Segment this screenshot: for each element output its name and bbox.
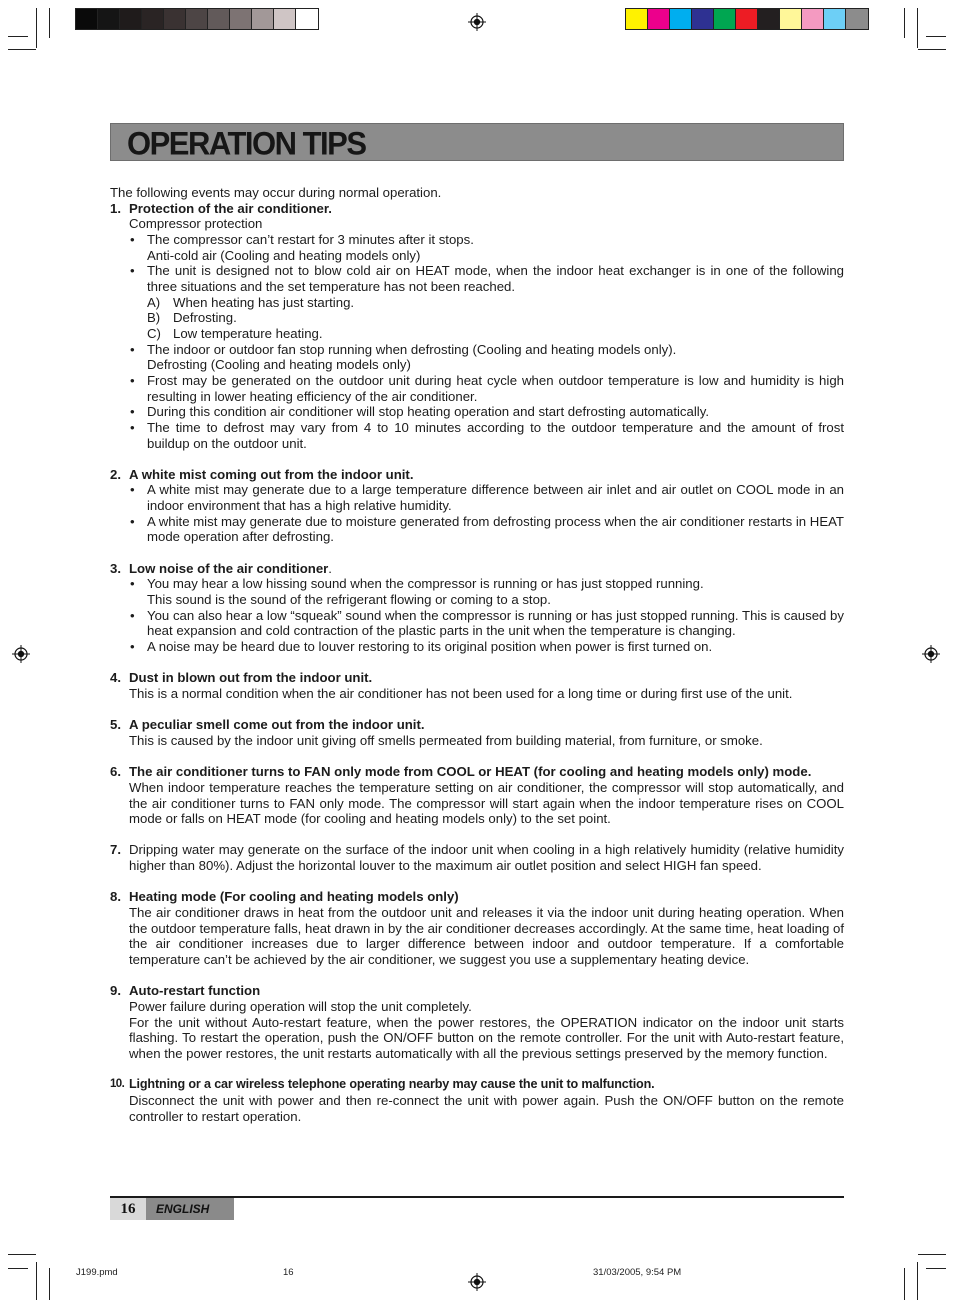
color-swatch bbox=[98, 9, 120, 29]
bullet-icon: • bbox=[130, 482, 135, 498]
color-swatch bbox=[296, 9, 318, 29]
color-swatch bbox=[164, 9, 186, 29]
section-8 bbox=[110, 889, 844, 967]
registration-mark-icon bbox=[12, 645, 30, 663]
crop-mark bbox=[917, 8, 918, 48]
bullet-item bbox=[110, 639, 844, 655]
bullet-icon: • bbox=[130, 341, 135, 357]
registration-mark-icon bbox=[922, 645, 940, 663]
section-title: Protection of the air conditioner. bbox=[129, 200, 332, 216]
item-text: Low temperature heating. bbox=[173, 325, 323, 341]
bullet-icon: • bbox=[130, 372, 135, 388]
subheading: Compressor protection bbox=[129, 216, 263, 232]
section-body: Dripping water may generate on the surface of the indoor unit when cooling in a high relatively humidity (relative humidity higher than 80%). Adjust the horizontal louver to the maximum air outlet position and select HIGH fan speed. bbox=[129, 842, 844, 874]
color-swatch bbox=[120, 9, 142, 29]
section-heading bbox=[110, 717, 844, 733]
crop-mark bbox=[8, 36, 28, 37]
color-swatch bbox=[142, 9, 164, 29]
bullet-item bbox=[110, 482, 844, 513]
bullet-text: A white mist may generate due to moisture generated from defrosting process when the air conditioner restarts in HEAT mode operation after defrosting. bbox=[147, 513, 844, 545]
section-body: Disconnect the unit with power and then re-connect the unit with power again. Push the ON/OFF button on the remote controller to restart operation. bbox=[129, 1092, 844, 1124]
continuation-text: This sound is the sound of the refrigerant flowing or coming to a stop. bbox=[147, 592, 551, 608]
bullet-icon: • bbox=[130, 607, 135, 623]
bullet-icon: • bbox=[130, 263, 135, 279]
bullet-text: A noise may be heard due to louver restoring to its original position when power is first turned on. bbox=[147, 639, 713, 654]
bullet-icon: • bbox=[130, 576, 135, 592]
color-swatch bbox=[736, 9, 758, 29]
section-number: 5. bbox=[110, 717, 121, 733]
bullet-icon: • bbox=[130, 404, 135, 420]
section-heading bbox=[110, 1077, 844, 1093]
bullet-icon: • bbox=[130, 639, 135, 654]
section-9 bbox=[110, 983, 844, 1061]
crop-mark bbox=[36, 1262, 37, 1300]
section-3 bbox=[110, 561, 844, 655]
color-swatch bbox=[846, 9, 868, 29]
color-swatch bbox=[274, 9, 296, 29]
bullet-text: The time to defrost may vary from 4 to 10 minutes according to the outdoor temperature and the amount of frost buildup on the outdoor unit. bbox=[147, 419, 844, 451]
lettered-item bbox=[110, 310, 844, 326]
section-heading bbox=[110, 842, 844, 873]
color-swatch bbox=[252, 9, 274, 29]
section-heading bbox=[110, 201, 844, 217]
crop-mark bbox=[8, 1254, 36, 1255]
bullet-text: Frost may be generated on the outdoor unit during heat cycle when outdoor temperature is low and humidity is high resulting in lower heating efficiency of the air conditioner. bbox=[147, 372, 844, 404]
section-1 bbox=[110, 201, 844, 452]
bullet-icon: • bbox=[130, 513, 135, 529]
section-number: 4. bbox=[110, 670, 121, 686]
item-text: When heating has just starting. bbox=[173, 294, 355, 310]
section-10 bbox=[110, 1077, 844, 1124]
section-4 bbox=[110, 670, 844, 701]
crop-mark bbox=[8, 49, 36, 50]
section-number: 10. bbox=[110, 1078, 125, 1091]
print-timestamp: 31/03/2005, 9:54 PM bbox=[593, 1267, 682, 1278]
color-swatch bbox=[714, 9, 736, 29]
section-7 bbox=[110, 842, 844, 873]
color-swatch bbox=[758, 9, 780, 29]
bullet-item bbox=[110, 232, 844, 248]
main-content bbox=[110, 185, 844, 1124]
color-swatch bbox=[648, 9, 670, 29]
section-title: Dust in blown out from the indoor unit. bbox=[129, 670, 373, 686]
color-swatch bbox=[692, 9, 714, 29]
item-letter: A) bbox=[147, 294, 161, 310]
crop-mark bbox=[926, 36, 946, 37]
section-title: The air conditioner turns to FAN only mode from COOL or HEAT (for cooling and heating models only) mode. bbox=[129, 764, 812, 780]
item-text: Defrosting. bbox=[173, 310, 237, 326]
color-swatch bbox=[780, 9, 802, 29]
crop-mark bbox=[926, 1268, 946, 1269]
section-heading bbox=[110, 561, 844, 577]
crop-mark bbox=[36, 8, 37, 48]
crop-mark bbox=[49, 1268, 50, 1300]
section-heading bbox=[110, 983, 844, 999]
section-title: Lightning or a car wireless telephone operating nearby may cause the unit to malfunction. bbox=[129, 1077, 655, 1092]
section-title-wrap bbox=[129, 561, 844, 577]
section-body: This is caused by the indoor unit giving off smells permeated from building material, from furniture, or smoke. bbox=[129, 732, 763, 748]
bullet-icon: • bbox=[130, 419, 135, 435]
bullet-item bbox=[110, 514, 844, 545]
intro-text: The following events may occur during normal operation. bbox=[110, 185, 442, 200]
crop-mark bbox=[918, 1254, 946, 1255]
item-letter: B) bbox=[147, 310, 161, 326]
section-number: 2. bbox=[110, 466, 121, 482]
section-number: 9. bbox=[110, 983, 121, 999]
bullet-item bbox=[110, 404, 844, 420]
crop-mark bbox=[49, 8, 50, 38]
language-label: ENGLISH bbox=[146, 1198, 234, 1220]
lettered-item bbox=[110, 326, 844, 342]
section-heading bbox=[110, 764, 844, 780]
color-swatch bbox=[230, 9, 252, 29]
section-body: Power failure during operation will stop the unit completely. bbox=[129, 999, 472, 1014]
section-title: Low noise of the air conditioner bbox=[129, 560, 329, 576]
section-2 bbox=[110, 467, 844, 545]
color-swatch bbox=[802, 9, 824, 29]
section-number: 8. bbox=[110, 889, 121, 905]
bullet-text: You may hear a low hissing sound when the compressor is running or has just stopped running. bbox=[147, 576, 704, 592]
bullet-text: The unit is designed not to blow cold air on HEAT mode, when the indoor heat exchanger is in one of the following three situations and the set temperature has not been reached. bbox=[147, 263, 844, 294]
bullet-text: The indoor or outdoor fan stop running when defrosting (Cooling and heating models only). bbox=[147, 341, 677, 357]
section-number: 7. bbox=[110, 842, 121, 858]
color-swatch bbox=[186, 9, 208, 29]
color-swatch bbox=[824, 9, 846, 29]
section-body: This is a normal condition when the air conditioner has not been used for a long time or during first use of the unit. bbox=[129, 685, 793, 701]
registration-mark-icon bbox=[468, 1273, 486, 1291]
section-body: The air conditioner draws in heat from the outdoor unit and releases it via the indoor unit during heating operation. When the outdoor temperature falls, heat drawn in by the air conditioner decreases accordingly. At the same time, heat loading of the air conditioner increases due to larger difference between indoor and outdoor temperature. If a comfortable temperature can’t be achieved by the air conditioner, we suggest you use a supplementary heating device. bbox=[129, 905, 844, 968]
bullet-text: During this condition air conditioner will stop heating operation and start defrosting automatically. bbox=[147, 404, 710, 420]
crop-mark bbox=[904, 1268, 905, 1300]
section-body: For the unit without Auto-restart feature, when the power restores, the OPERATION indicator on the indoor unit starts flashing. To restart the operation, push the ON/OFF button on the remote controller. For the unit with Auto-restart feature, when the power restores, the unit restarts automatically with all the previous settings preserved by the memory function. bbox=[129, 1014, 844, 1061]
section-number: 6. bbox=[110, 764, 121, 780]
section-title: Heating mode (For cooling and heating models only) bbox=[129, 889, 459, 905]
page-number: 16 bbox=[110, 1198, 146, 1220]
color-swatch bbox=[626, 9, 648, 29]
section-title: A peculiar smell come out from the indoor unit. bbox=[129, 717, 425, 733]
section-number: 3. bbox=[110, 560, 121, 576]
section-5 bbox=[110, 717, 844, 748]
crop-mark bbox=[917, 1262, 918, 1300]
bullet-text: You can also hear a low “squeak” sound when the compressor is running or has just stopped running. This is caused by heat expansion and cold contraction of the plastic parts in the unit when the temperature is changing. bbox=[147, 607, 844, 639]
section-title-period: . bbox=[328, 560, 332, 576]
section-heading bbox=[110, 467, 844, 483]
section-body: When indoor temperature reaches the temperature setting on air conditioner, the compressor will stop automatically, and the air conditioner turns to FAN only mode. The compressor will start again when the indoor temperature rises on COOL mode or falls on HEAT mode (for cooling and heating models only) to the set point. bbox=[129, 779, 844, 827]
color-swatch bbox=[670, 9, 692, 29]
page-title: OPERATION TIPS bbox=[127, 125, 366, 163]
subheading: Anti-cold air (Cooling and heating models only) bbox=[147, 247, 421, 263]
section-title: A white mist coming out from the indoor unit. bbox=[129, 466, 414, 482]
bullet-text: A white mist may generate due to a large temperature difference between air inlet and air outlet on COOL mode in an indoor environment that has a high relative humidity. bbox=[147, 482, 844, 514]
item-letter: C) bbox=[147, 325, 161, 341]
bullet-icon: • bbox=[130, 231, 135, 247]
color-swatch bbox=[76, 9, 98, 29]
bullet-item bbox=[110, 420, 844, 451]
bullet-item bbox=[110, 608, 844, 639]
subheading: Defrosting (Cooling and heating models only) bbox=[147, 357, 411, 373]
print-file-name: J199.pmd bbox=[76, 1267, 118, 1278]
section-6 bbox=[110, 764, 844, 827]
process-color-bar bbox=[625, 8, 869, 30]
bullet-item bbox=[110, 576, 844, 592]
crop-mark bbox=[904, 8, 905, 38]
title-bar bbox=[110, 123, 844, 161]
section-heading bbox=[110, 889, 844, 905]
registration-mark-icon bbox=[468, 13, 486, 31]
bullet-item bbox=[110, 342, 844, 358]
bullet-item bbox=[110, 263, 844, 294]
print-page-number: 16 bbox=[283, 1267, 294, 1278]
grayscale-color-bar bbox=[75, 8, 319, 30]
section-title: Auto-restart function bbox=[129, 983, 261, 999]
color-swatch bbox=[208, 9, 230, 29]
crop-mark bbox=[8, 1268, 28, 1269]
bullet-text: The compressor can’t restart for 3 minutes after it stops. bbox=[147, 231, 474, 247]
bullet-item bbox=[110, 373, 844, 404]
section-heading bbox=[110, 670, 844, 686]
section-number: 1. bbox=[110, 200, 121, 216]
lettered-item bbox=[110, 295, 844, 311]
crop-mark bbox=[918, 49, 946, 50]
